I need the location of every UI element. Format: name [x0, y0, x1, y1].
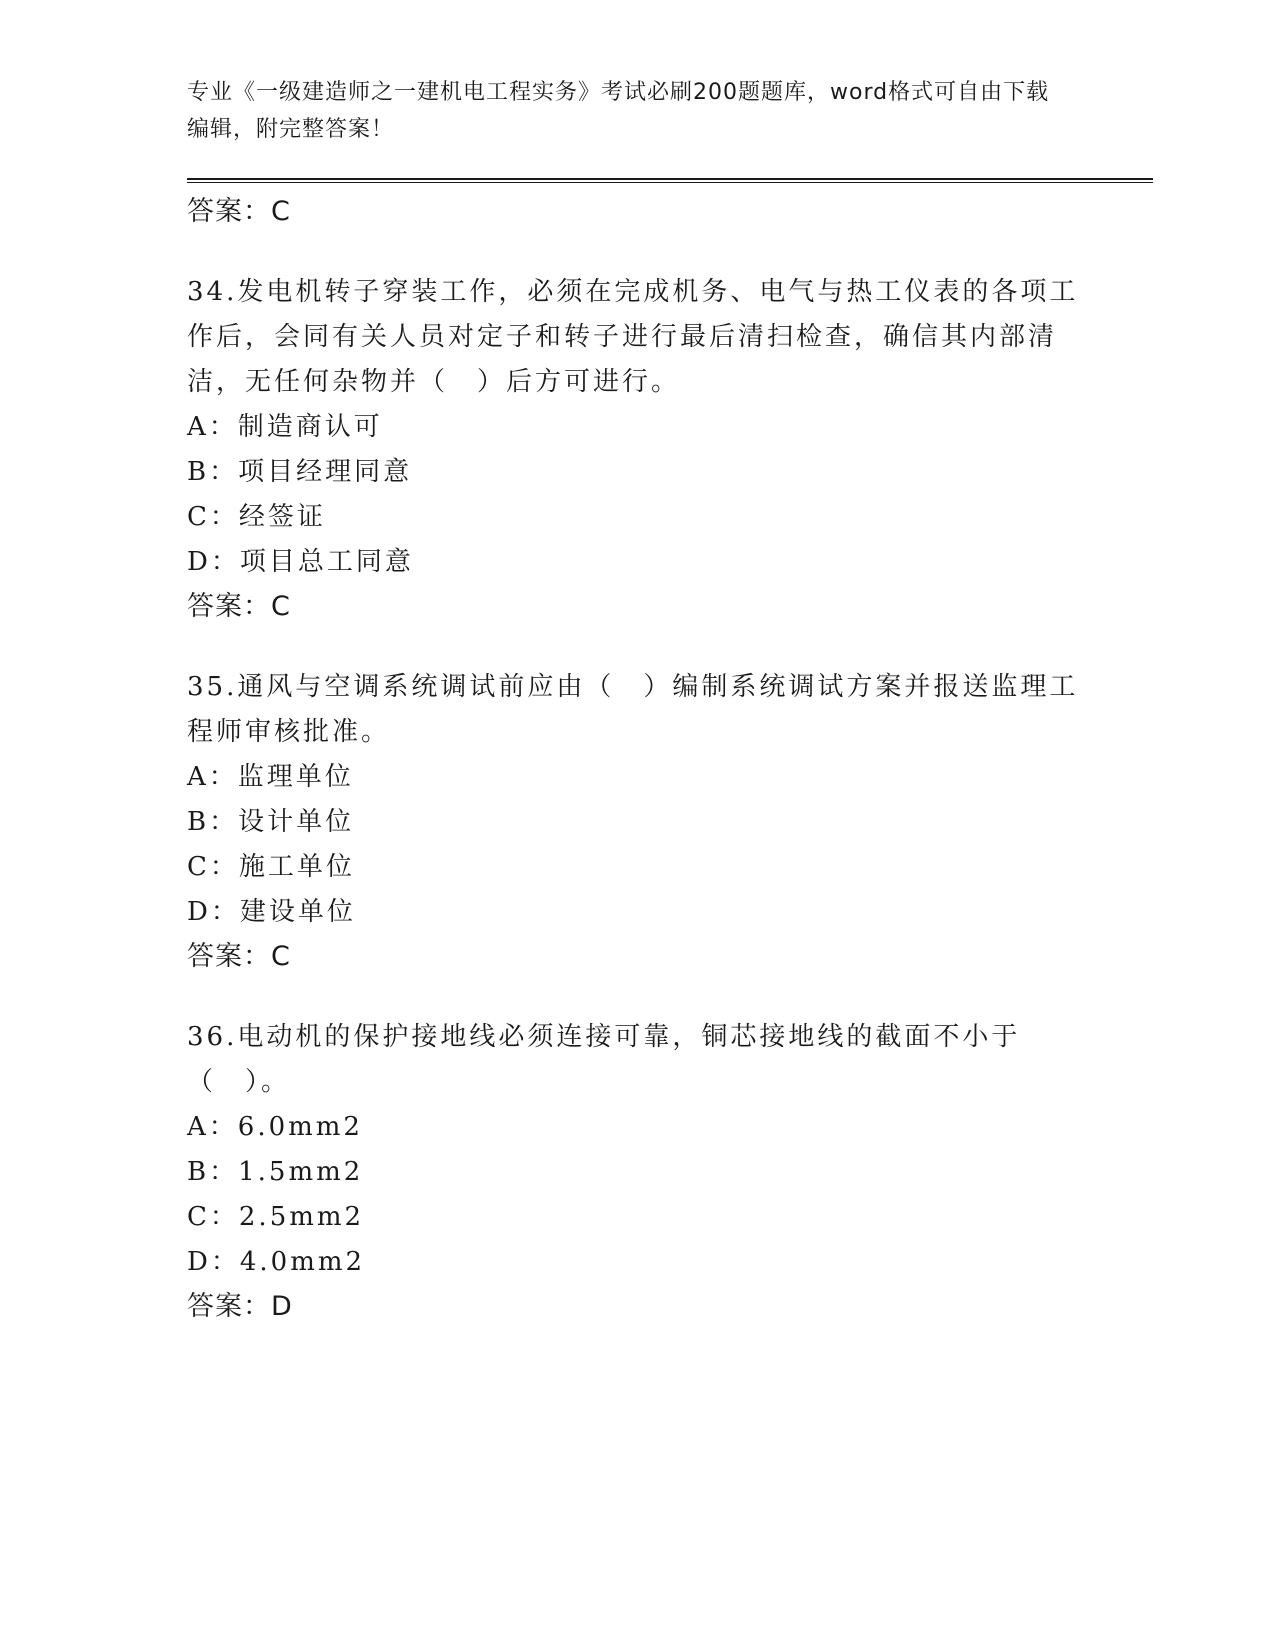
- option-c: C：施工单位: [187, 852, 355, 882]
- header-divider: [187, 178, 1153, 183]
- question-text: 34.发电机转子穿装工作，必须在完成机务、电气与热工仪表的各项工作后，会同有关人员对定子和转子进行最后清扫检查，确信其内部清洁，无任何杂物并（ ）后方可进行。: [187, 277, 1079, 397]
- question-35: [187, 665, 1087, 979]
- question-36: [187, 1015, 1087, 1329]
- answer-line: 答案：D: [187, 1291, 293, 1322]
- answer-line: 答案：C: [187, 591, 291, 622]
- page-header: 专业《一级建造师之一建机电工程实务》考试必刷200题题库，word格式可自由下载编辑，附完整答案！: [187, 80, 1050, 142]
- option-d: D：项目总工同意: [187, 547, 414, 577]
- document-body: [187, 190, 1087, 1329]
- option-a: A：制造商认可: [187, 412, 383, 442]
- answer-line: 答案：C: [187, 941, 291, 972]
- question-text: 35.通风与空调系统调试前应由（ ）编制系统调试方案并报送监理工程师审核批准。: [187, 672, 1079, 747]
- option-a: A：6.0mm2: [187, 1112, 363, 1142]
- option-c: C：2.5mm2: [187, 1202, 365, 1232]
- answer-line: 答案：C: [187, 196, 291, 227]
- option-d: D：建设单位: [187, 897, 356, 927]
- option-a: A：监理单位: [187, 762, 354, 792]
- option-b: B：项目经理同意: [187, 457, 413, 487]
- option-b: B：1.5mm2: [187, 1157, 364, 1187]
- question-34: [187, 270, 1087, 629]
- question-text: 36.电动机的保护接地线必须连接可靠，铜芯接地线的截面不小于（ ）。: [187, 1022, 1021, 1097]
- option-d: D：4.0mm2: [187, 1247, 366, 1277]
- option-c: C：经签证: [187, 502, 326, 532]
- option-b: B：设计单位: [187, 807, 355, 837]
